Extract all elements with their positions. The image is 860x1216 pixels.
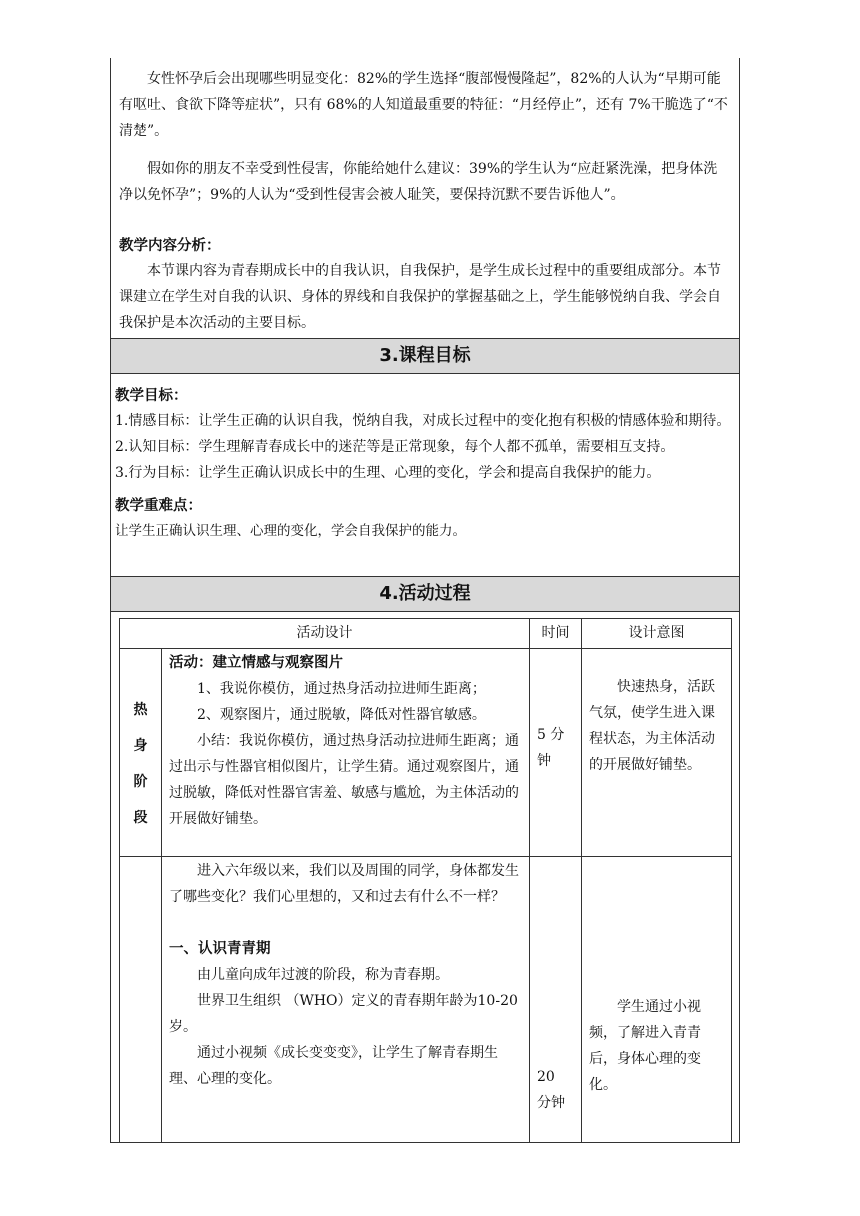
main-intent (589, 994, 725, 1098)
main-time-unit: 分钟 (537, 1095, 565, 1111)
course-goals (111, 384, 739, 544)
survey-paragraph-pregnancy: 女性怀孕后会出现哪些明显变化：82%的学生选择“腹部慢慢隆起”，82%的人认为“早期可能有呕吐、食欲下降等症状”，只有 68%的人知道最重要的特征：“月经停止”，还有 7%干脆选了“不清楚”。 (119, 71, 728, 139)
warmup-item-1: 1、我说你模仿，通过热身活动拉进师生距离； (197, 681, 486, 697)
table-top-border (119, 618, 731, 619)
design-column-divider (529, 618, 530, 1142)
goal-behavioral: 3.行为目标：让学生正确认识成长中的生理、心理的变化，学会和提高自我保护的能力。 (115, 465, 661, 481)
main-heading: 一、认识青青期 (169, 941, 271, 957)
warmup-time-unit: 钟 (537, 753, 551, 769)
warmup-item-2: 2、观察图片，通过脱敏，降低对性器官敏感。 (197, 707, 486, 723)
main-time-value: 20 (537, 1069, 555, 1085)
warmup-intent-text: 快速热身，活跃气氛，使学生进入课程状态，为主体活动的开展做好铺垫。 (589, 679, 715, 773)
document-page (110, 58, 740, 1143)
warmup-summary: 小结：我说你模仿，通过热身活动拉进师生距离；通过出示与性器官相似图片，让学生猜。通过观察图片，通过脱敏，降低对性器官害羞、敏感与尴尬，为主体活动的开展做好铺垫。 (169, 733, 519, 827)
content-analysis (111, 234, 739, 336)
section-4-title: 4.活动过程 (111, 576, 739, 612)
header-time: 时间 (541, 625, 570, 641)
table-right-border (731, 618, 732, 1142)
warmup-time (537, 722, 579, 774)
goal-cognitive: 2.认知目标：学生理解青春成长中的迷茫等是正常现象，每个人都不孤单，需要相互支持。 (115, 439, 675, 455)
survey-paragraph-assault: 假如你的朋友不幸受到性侵害，你能给她什么建议：39%的学生认为“应赶紧洗澡，把身体洗净以免怀孕”；9%的人认为“受到性侵害会被人耻笑，要保持沉默不要告诉他人”。 (119, 161, 718, 203)
stage-char-3: 阶 (133, 774, 148, 790)
content-analysis-heading: 教学内容分析： (119, 238, 221, 254)
warmup-time-value: 5 分 (537, 727, 565, 743)
header-design-intent: 设计意图 (628, 625, 685, 641)
main-intro: 进入六年级以来，我们以及周围的同学，身体都发生了哪些变化？我们心里想的，又和过去有什么不一样？ (169, 863, 519, 905)
section-3-title: 3.课程目标 (111, 338, 739, 374)
main-time (537, 1064, 579, 1116)
stage-char-1: 热 (133, 702, 148, 718)
main-paragraph-2: 世界卫生组织 （WHO）定义的青春期年龄为10-20 岁。 (169, 993, 518, 1035)
stage-column-divider (161, 648, 162, 1142)
table-header-divider (119, 648, 731, 649)
content-analysis-text: 本节课内容为青春期成长中的自我认识，自我保护，是学生成长过程中的重要组成部分。本节课建立在学生对自我的认识、身体的界线和自我保护的掌握基础之上，学生能够悦纳自我、学会自我保护是本次活动的主要目标。 (119, 263, 721, 331)
main-paragraph-1: 由儿童向成年过渡的阶段，称为青春期。 (197, 967, 449, 983)
main-paragraph-3: 通过小视频《成长变变变》，让学生了解青春期生理、心理的变化。 (169, 1045, 498, 1087)
table-row-divider (119, 856, 731, 857)
warmup-activity (169, 650, 523, 832)
survey-analysis (111, 66, 739, 208)
header-activity-design: 活动设计 (296, 625, 353, 641)
key-points-text: 让学生正确认识生理、心理的变化，学会自我保护的能力。 (115, 523, 466, 539)
main-activity (169, 858, 523, 1092)
warmup-activity-title: 活动：建立情感与观察图片 (169, 655, 343, 671)
time-column-divider (581, 618, 582, 1142)
warmup-stage-label (120, 692, 161, 836)
main-intent-text: 学生通过小视频，了解进入青青后，身体心理的变化。 (589, 999, 701, 1093)
stage-char-2: 身 (133, 738, 148, 754)
goal-emotional: 1.情感目标：让学生正确的认识自我，悦纳自我，对成长过程中的变化抱有积极的情感体验和期待。 (115, 413, 731, 429)
warmup-intent (589, 674, 725, 778)
teaching-goals-heading: 教学目标： (115, 388, 188, 404)
key-points-heading: 教学重难点： (115, 498, 202, 514)
stage-char-4: 段 (133, 810, 148, 826)
